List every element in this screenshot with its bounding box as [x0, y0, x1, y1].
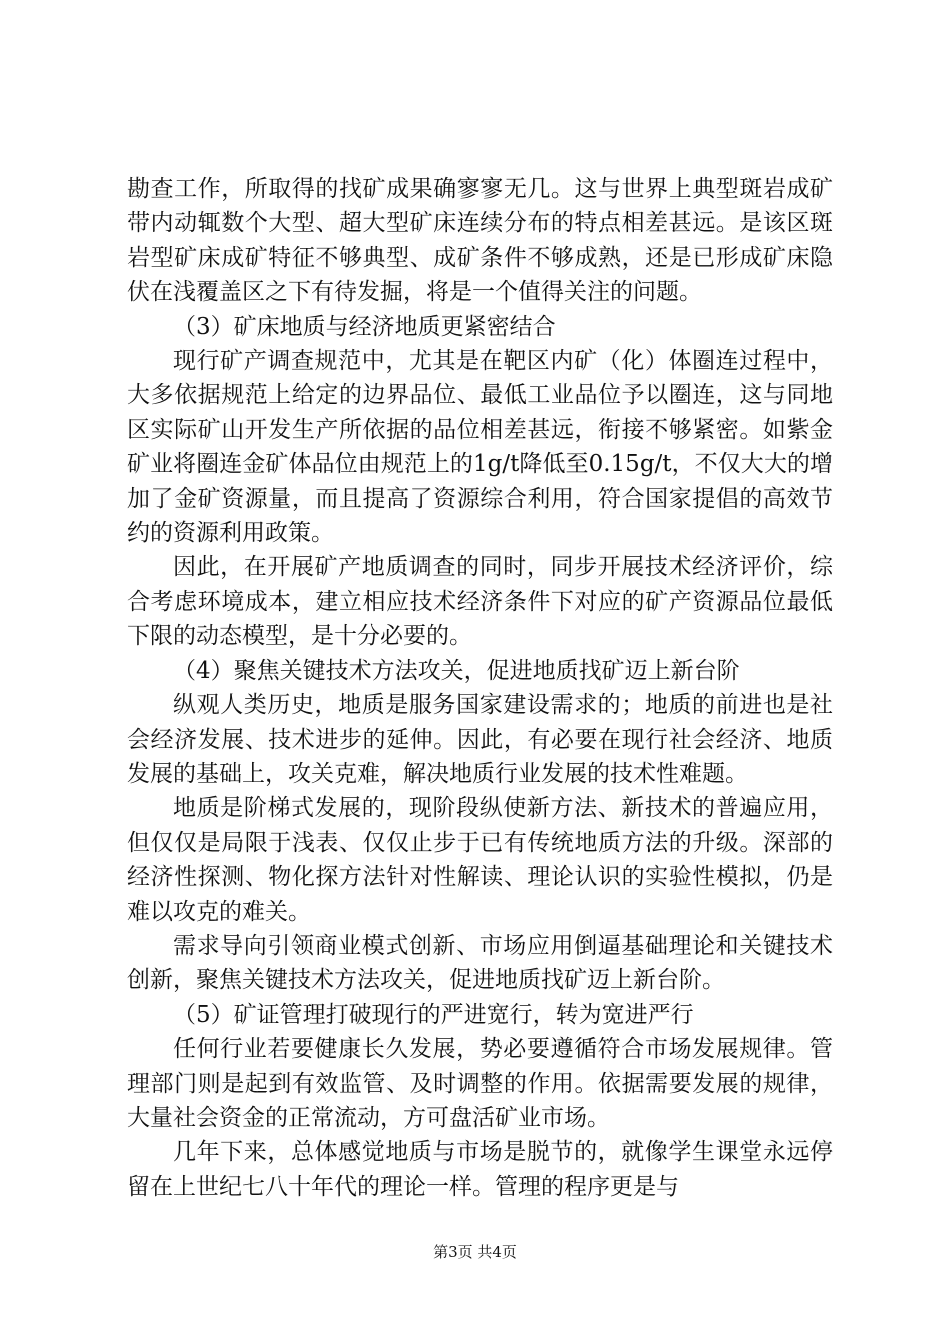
paragraph: 因此，在开展矿产地质调查的同时，同步开展技术经济评价，综合考虑环境成本，建立相应技术经济条件下对应的矿产资源品位最低下限的动态模型，是十分必要的。 — [127, 554, 833, 650]
section-heading-3: （3）矿床地质与经济地质更紧密结合 — [173, 313, 556, 340]
section-heading-4: （4）聚焦关键技术方法攻关，促进地质找矿迈上新台阶 — [173, 657, 740, 684]
paragraph: 需求导向引领商业模式创新、市场应用倒逼基础理论和关键技术创新，聚焦关键技术方法攻关，促进地质找矿迈上新台阶。 — [127, 932, 833, 994]
paragraph: 纵观人类历史，地质是服务国家建设需求的；地质的前进也是社会经济发展、技术进步的延伸。因此，有必要在现行社会经济、地质发展的基础上，攻关克难，解决地质行业发展的技术性难题。 — [127, 692, 833, 787]
page-footer — [0, 1241, 950, 1262]
paragraph: 任何行业若要健康长久发展，势必要遵循符合市场发展规律。管理部门则是起到有效监管、及时调整的作用。依据需要发展的规律，大量社会资金的正常流动，方可盘活矿业市场。 — [127, 1036, 833, 1131]
paragraph: 几年下来，总体感觉地质与市场是脱节的，就像学生课堂永远停留在上世纪七八十年代的理论一样。管理的程序更是与 — [127, 1139, 833, 1200]
paragraph: 现行矿产调查规范中，尤其是在靶区内矿（化）体圈连过程中，大多依据规范上给定的边界品位、最低工业品位予以圈连，这与同地区实际矿山开发生产所依据的品位相差甚远，衔接不够紧密。如紫金矿业将圈连金矿体品位由规范上的1g/t降低至0.15g/t，不仅大大的增加了金矿资源量，而且提高了资源综合利用，符合国家提倡的高效节约的资源利用政策。 — [127, 348, 833, 547]
document-body — [127, 172, 833, 1204]
page-number-label: 第3页 共4页 — [433, 1243, 517, 1261]
paragraph: 地质是阶梯式发展的，现阶段纵使新方法、新技术的普遍应用，但仅仅是局限于浅表、仅仅止步于已有传统地质方法的升级。深部的经济性探测、物化探方法针对性解读、理论认识的实验性模拟，仍是难以攻克的难关。 — [127, 795, 833, 925]
paragraph-continuation: 勘查工作，所取得的找矿成果确寥寥无几。这与世界上典型斑岩成矿带内动辄数个大型、超大型矿床连续分布的特点相差甚远。是该区斑岩型矿床成矿特征不够典型、成矿条件不够成熟，还是已形成矿床隐伏在浅覆盖区之下有待发掘，将是一个值得关注的问题。 — [127, 176, 833, 306]
section-heading-5: （5）矿证管理打破现行的严进宽行，转为宽进严行 — [173, 1001, 694, 1028]
